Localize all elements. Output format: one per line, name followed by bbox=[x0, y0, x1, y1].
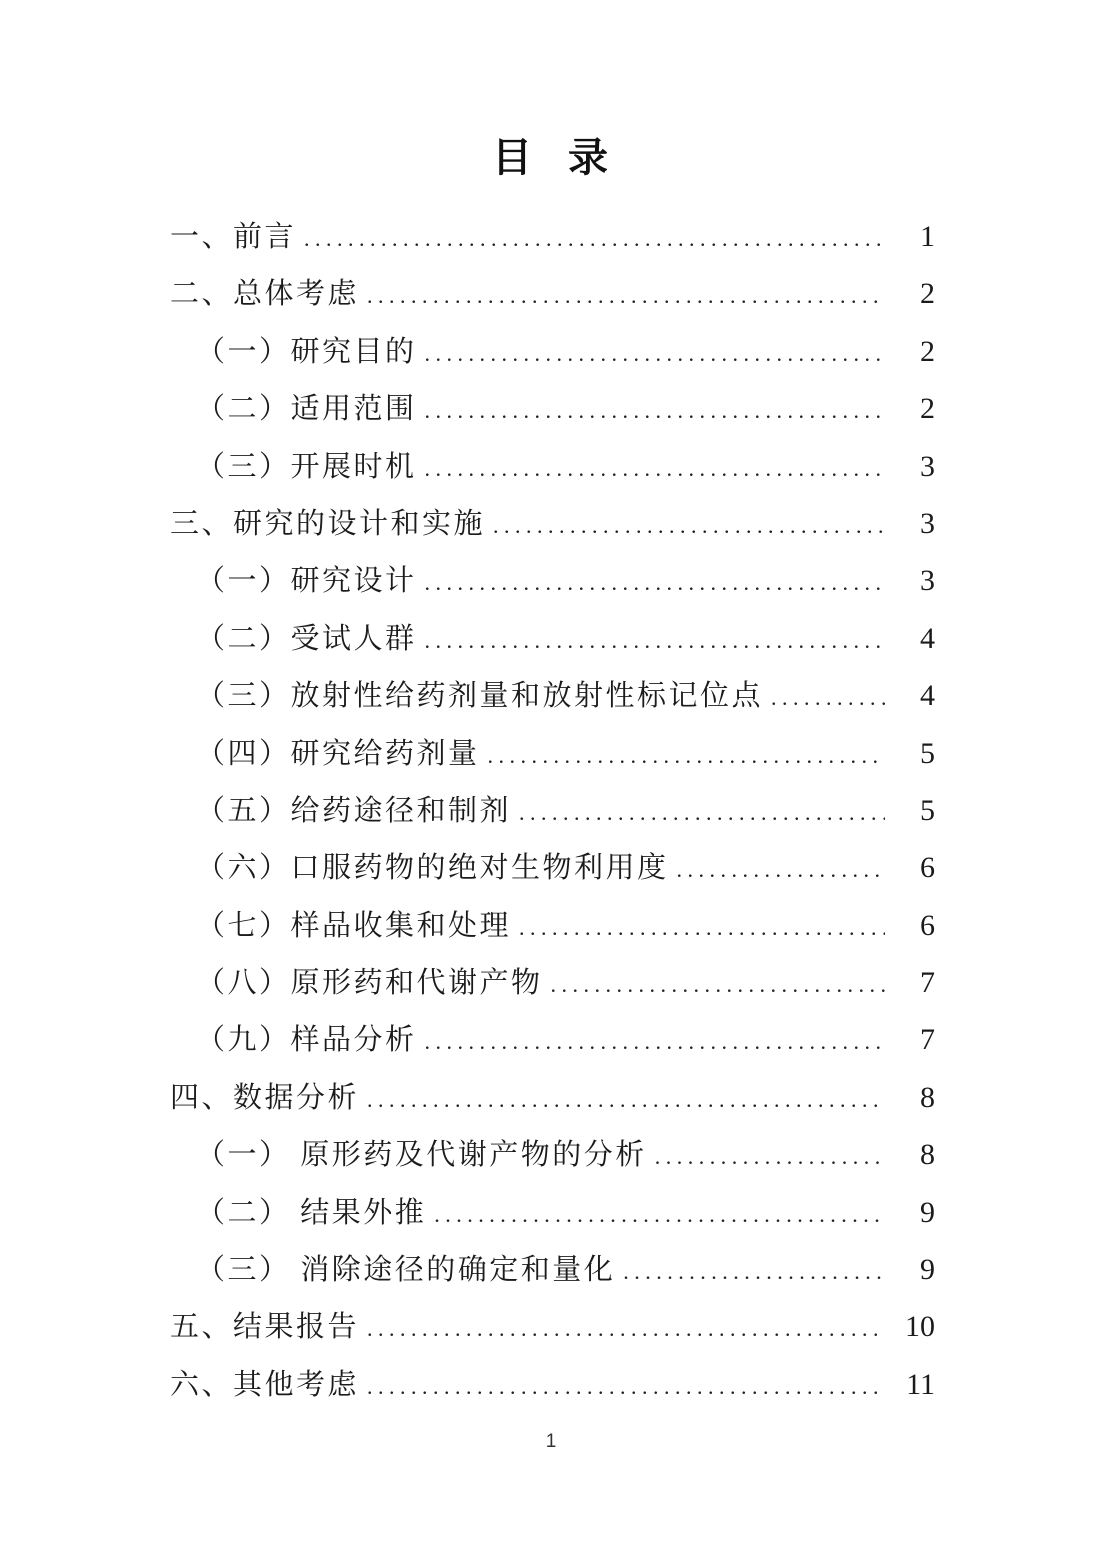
toc-entry-label: （九）样品分析 bbox=[196, 1024, 417, 1057]
toc-entry-page: 7 bbox=[920, 966, 935, 1000]
toc-entry-page: 3 bbox=[920, 564, 935, 598]
toc-entry-label: （一）研究目的 bbox=[196, 335, 417, 368]
toc-entry-page: 2 bbox=[920, 277, 935, 311]
toc-entry[interactable] bbox=[170, 1350, 935, 1407]
toc-entry-label: 二、总体考虑 bbox=[170, 278, 360, 311]
toc-entry-label: （二） 结果外推 bbox=[196, 1196, 427, 1229]
dot-leader bbox=[493, 513, 885, 539]
toc-entry-label: （一） 原形药及代谢产物的分析 bbox=[196, 1139, 647, 1172]
toc-entry[interactable] bbox=[170, 1292, 935, 1349]
toc-entry-label: （八）原形药和代谢产物 bbox=[196, 967, 543, 1000]
dot-leader bbox=[367, 1316, 885, 1342]
toc-entry-label: （五）给药途径和制剂 bbox=[196, 794, 512, 827]
toc-entry-label: 六、其他考虑 bbox=[170, 1368, 360, 1401]
toc-entry-label: （六）口服药物的绝对生物利用度 bbox=[196, 852, 669, 885]
toc-entry[interactable] bbox=[170, 1120, 935, 1177]
footer-page-number: 1 bbox=[545, 1431, 557, 1453]
dot-leader bbox=[425, 456, 885, 482]
toc-entry-page: 11 bbox=[906, 1367, 935, 1401]
toc-entry[interactable] bbox=[170, 891, 935, 948]
toc-entry-page: 2 bbox=[920, 392, 935, 426]
toc-entry[interactable] bbox=[170, 1178, 935, 1235]
dot-leader bbox=[551, 972, 885, 998]
dot-leader bbox=[771, 685, 885, 711]
toc-entry-page: 10 bbox=[905, 1310, 935, 1344]
toc-entry-label: （二）适用范围 bbox=[196, 393, 417, 426]
toc-entry[interactable] bbox=[170, 776, 935, 833]
dot-leader bbox=[623, 1259, 885, 1285]
dot-leader bbox=[677, 857, 885, 883]
toc-entry-label: （七）样品收集和处理 bbox=[196, 909, 512, 942]
toc-entry-page: 5 bbox=[920, 793, 935, 827]
toc-entry[interactable] bbox=[170, 1063, 935, 1120]
toc-entry-page: 4 bbox=[920, 679, 935, 713]
toc-entry-label: 四、数据分析 bbox=[170, 1081, 360, 1114]
toc-entry[interactable] bbox=[170, 604, 935, 661]
dot-leader bbox=[434, 1202, 885, 1228]
dot-leader bbox=[488, 743, 885, 769]
toc-entry[interactable] bbox=[170, 489, 935, 546]
toc-entry-label: 五、结果报告 bbox=[170, 1311, 360, 1344]
dot-leader bbox=[425, 570, 885, 596]
toc-entry[interactable] bbox=[170, 661, 935, 718]
toc-entry-page: 6 bbox=[920, 908, 935, 942]
toc-entry-page: 8 bbox=[920, 1138, 935, 1172]
toc-entry-label: （四）研究给药剂量 bbox=[196, 737, 480, 770]
toc-entry[interactable] bbox=[170, 317, 935, 374]
toc-entry-page: 3 bbox=[920, 449, 935, 483]
toc-entry[interactable] bbox=[170, 202, 935, 259]
toc-entry-label: （二）受试人群 bbox=[196, 622, 417, 655]
toc-entry-label: （一）研究设计 bbox=[196, 565, 417, 598]
toc-entry[interactable] bbox=[170, 1005, 935, 1062]
dot-leader bbox=[425, 1029, 885, 1055]
toc-entry-label: （三）放射性给药剂量和放射性标记位点 bbox=[196, 680, 764, 713]
toc-entry-page: 6 bbox=[920, 851, 935, 885]
toc-entry[interactable] bbox=[170, 546, 935, 603]
toc-entry-page: 2 bbox=[920, 334, 935, 368]
toc-entry-page: 9 bbox=[920, 1253, 935, 1287]
toc-entry[interactable] bbox=[170, 432, 935, 489]
toc-entry-page: 7 bbox=[920, 1023, 935, 1057]
toc-entry-page: 4 bbox=[920, 621, 935, 655]
dot-leader bbox=[367, 1374, 885, 1400]
toc-entry-label: 一、前言 bbox=[170, 221, 297, 253]
toc-entry[interactable] bbox=[170, 374, 935, 431]
toc-entry-page: 8 bbox=[920, 1080, 935, 1114]
dot-leader bbox=[367, 1087, 885, 1113]
toc-entry-page: 1 bbox=[920, 220, 935, 253]
toc-entry[interactable] bbox=[170, 259, 935, 316]
dot-leader bbox=[519, 915, 885, 941]
dot-leader bbox=[655, 1144, 885, 1170]
toc-entry-page: 5 bbox=[920, 736, 935, 770]
toc-entry[interactable] bbox=[170, 719, 935, 776]
dot-leader bbox=[425, 628, 885, 654]
toc-entry-page: 9 bbox=[920, 1195, 935, 1229]
toc-entry-label: （三） 消除途径的确定和量化 bbox=[196, 1254, 616, 1287]
dot-leader bbox=[519, 800, 885, 826]
dot-leader bbox=[304, 226, 885, 252]
page-title: 目 录 bbox=[492, 135, 610, 180]
toc bbox=[170, 202, 935, 1407]
toc-entry[interactable] bbox=[170, 833, 935, 890]
dot-leader bbox=[425, 398, 885, 424]
toc-entry-label: （三）开展时机 bbox=[196, 450, 417, 483]
dot-leader bbox=[425, 341, 885, 367]
toc-entry-page: 3 bbox=[920, 506, 935, 540]
toc-entry-label: 三、研究的设计和实施 bbox=[170, 507, 486, 540]
toc-entry[interactable] bbox=[170, 1235, 935, 1292]
dot-leader bbox=[367, 283, 885, 309]
toc-entry[interactable] bbox=[170, 948, 935, 1005]
